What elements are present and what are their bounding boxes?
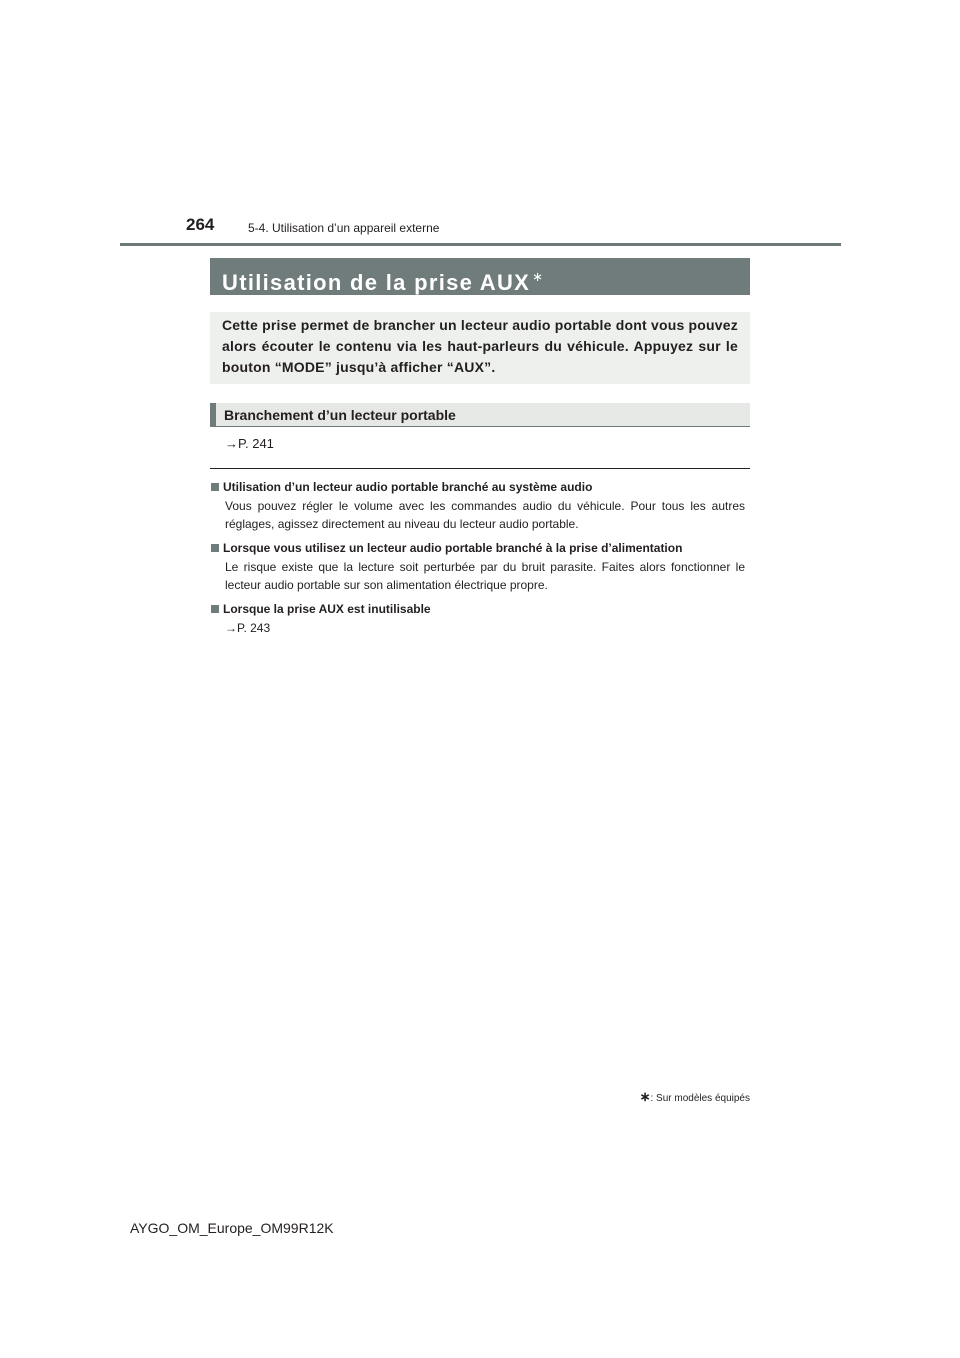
asterisk-icon: ∗ — [532, 269, 544, 284]
note-item — [211, 539, 751, 594]
bullet-square-icon — [211, 483, 219, 491]
bullet-square-icon — [211, 544, 219, 552]
note-body: →P. 243 — [225, 621, 271, 635]
note-heading: Utilisation d’un lecteur audio portable branché au système audio — [223, 480, 593, 494]
intro-text: Cette prise permet de brancher un lecteur audio portable dont vous pouvez alors écouter le contenu via les haut-parleurs du véhicule. Appuyez sur le bouton “MODE” jusqu’à afficher “AUX”. — [210, 312, 750, 384]
note-heading: Lorsque vous utilisez un lecteur audio portable branché à la prise d’alimentation — [223, 541, 683, 555]
note-body: Le risque existe que la lecture soit perturbée par du bruit parasite. Faites alors fonctionner le lecteur audio portable sur son alimentation électrique propre. — [225, 560, 745, 592]
note-item — [211, 478, 751, 533]
section-label: 5-4. Utilisation d’un appareil externe — [248, 221, 440, 235]
bullet-square-icon — [211, 605, 219, 613]
notes-divider — [210, 468, 750, 469]
header-divider — [120, 243, 841, 246]
document-code: AYGO_OM_Europe_OM99R12K — [130, 1220, 334, 1236]
note-item — [211, 600, 751, 637]
page-title-text: Utilisation de la prise AUX — [222, 270, 531, 295]
footnote-text: : Sur modèles équipés — [650, 1093, 750, 1104]
page-number: 264 — [186, 215, 215, 234]
note-body: Vous pouvez régler le volume avec les commandes audio du véhicule. Pour tous les autres réglages, agissez directement au niveau du lecteur audio portable. — [225, 499, 745, 531]
subsection-heading: Branchement d’un lecteur portable — [210, 403, 750, 427]
asterisk-icon: ∗ — [639, 1089, 651, 1104]
page-title — [210, 258, 750, 295]
note-heading: Lorsque la prise AUX est inutilisable — [223, 602, 431, 616]
footnote — [640, 1089, 750, 1105]
page-reference: →P. 241 — [225, 436, 274, 451]
